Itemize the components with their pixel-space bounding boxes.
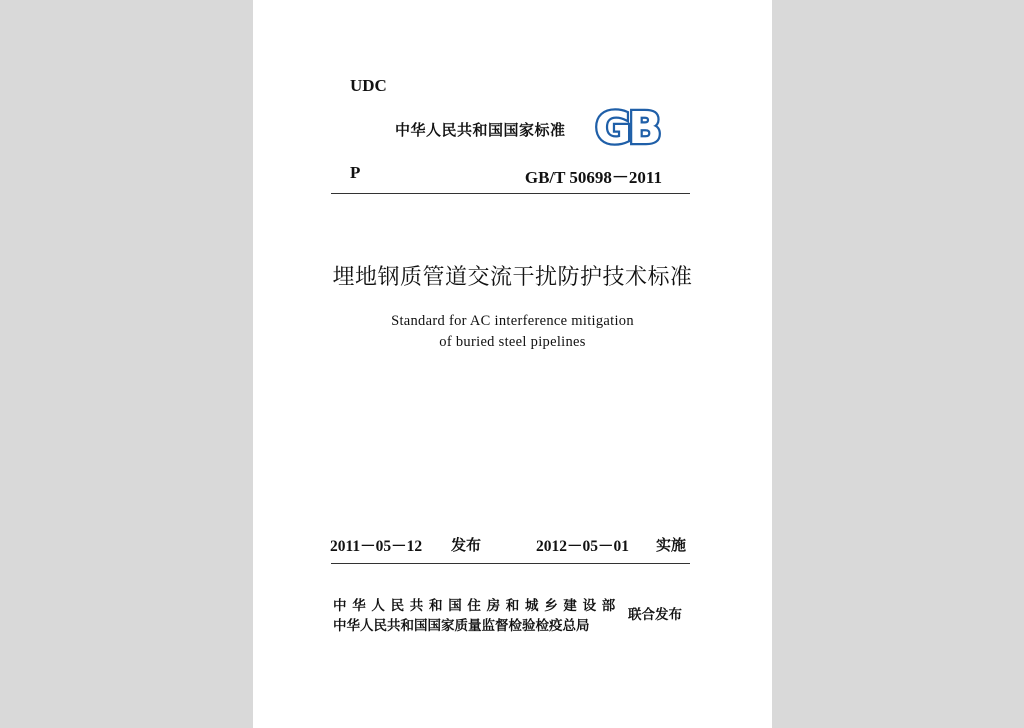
header-divider	[331, 193, 690, 194]
gb-logo	[588, 106, 666, 148]
issuer-aqsiq: 中华人民共和国国家质量监督检验检疫总局	[333, 618, 590, 634]
joint-publish-label: 联合发布	[628, 607, 682, 623]
issue-date: 2011－05－12	[330, 538, 423, 555]
issue-label: 发布	[451, 536, 482, 554]
title-chinese: 埋地钢质管道交流干扰防护技术标准	[332, 264, 693, 289]
udc-label: UDC	[350, 76, 387, 95]
category-code: P	[350, 163, 361, 182]
issuer-ministry-housing: 中 华 人 民 共 和 国 住 房 和 城 乡 建 设 部	[333, 598, 616, 614]
document-page	[253, 0, 772, 728]
gb-logo-text: GB	[595, 106, 659, 148]
footer-divider	[331, 563, 690, 564]
standard-number: GB/T 50698－2011	[524, 168, 662, 187]
title-english-line1: Standard for AC interference mitigation	[391, 313, 634, 329]
standard-type-label: 中华人民共和国国家标准	[395, 121, 566, 139]
effective-label: 实施	[656, 536, 687, 554]
effective-date: 2012－05－01	[536, 538, 630, 555]
title-english-line2: of buried steel pipelines	[439, 334, 586, 350]
